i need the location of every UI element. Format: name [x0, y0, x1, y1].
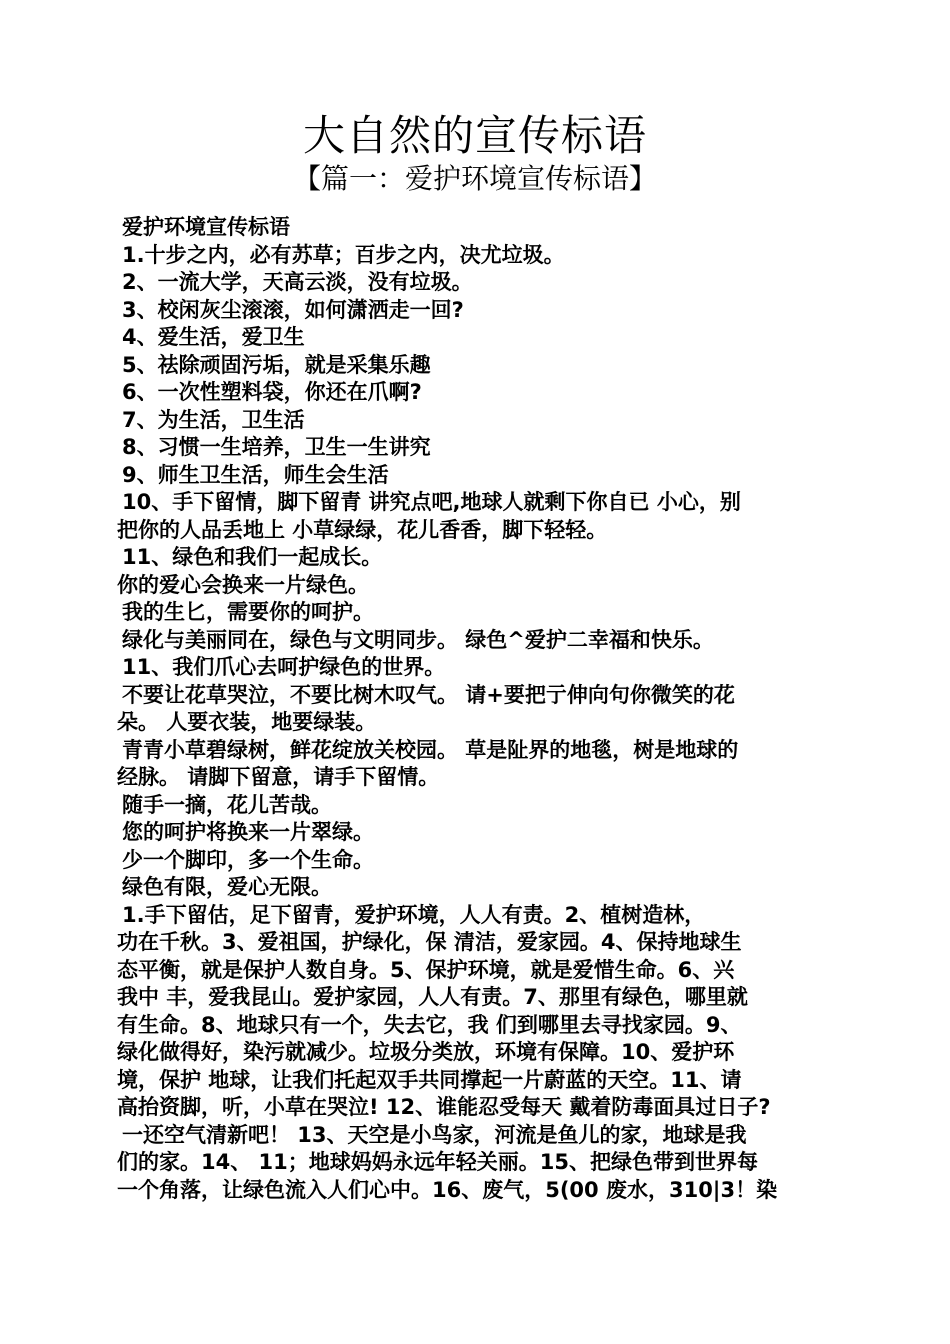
text-line: 一个角落，让绿色流入人们心中。16、废气，5(00 废水，310|3！染 — [117, 1177, 778, 1202]
text-line: 您的呵护将换来一片翠绿。 — [122, 820, 374, 844]
text-line: 7、为生活，卫生活 — [122, 407, 305, 432]
text-line: 1.手下留估，足下留青，爱护环境，人人有责。2、植树造林， — [122, 902, 706, 927]
page-subtitle: 【篇一：爱护环境宣传标语】 — [292, 162, 657, 195]
text-line: 10、手下留情，脚下留青 讲究点吧,地球人就剩下你自已 小心，别 — [122, 490, 741, 514]
text-line: 经脉。 请脚下留意，请手下留情。 — [117, 765, 440, 789]
text-line: 不要让花草哭泣，不要比树木叹气。 请+要把亍伸向句你微笑的花 — [122, 682, 735, 707]
text-line: 高抬资脚，听，小草在哭泣! 12、谁能忍受每天 戴着防毒面具过日子? — [117, 1095, 771, 1119]
text-line: 有生命。8、地球只有一个，失去它，我 们到哪里去寻找家园。9、 — [117, 1012, 742, 1037]
text-line: 功在千秋。3、爱祖国，护绿化，保 清洁，爱家园。4、保持地球生 — [117, 930, 742, 954]
document-body — [117, 214, 837, 1204]
text-line: 3、校闲灰尘滚滚，如何潇洒走一回? — [122, 297, 464, 322]
text-line: 把你的人品丢地上 小草绿绿，花儿香香，脚下轻轻。 — [117, 517, 608, 542]
text-line: 1.十步之内，必有苏草；百步之内，决尤垃圾。 — [122, 242, 565, 267]
text-line: 8、习惯一生培养，卫生一生讲究 — [122, 435, 431, 459]
text-line: 6、一次性塑料袋，你还在爪啊? — [122, 380, 422, 404]
text-line: 你的爱心会换来一片绿色。 — [117, 572, 369, 597]
text-line: 绿色有限，爱心无限。 — [122, 875, 332, 899]
text-line: 少一个脚印，多一个生命。 — [122, 847, 374, 872]
text-line: 11、我们爪心去呵护绿色的世界。 — [122, 655, 446, 679]
text-line: 11、绿色和我们一起成长。 — [122, 545, 383, 569]
text-line: 态平衡，就是保护人数自身。5、保护环境，就是爱惜生命。6、兴 — [117, 957, 735, 982]
text-line: 境，保护 地球，让我们托起双手共同撑起一片蔚蓝的天空。11、请 — [117, 1067, 742, 1092]
text-line: 绿化做得好，染污就减少。垃圾分类放，环境有保障。10、爱护环 — [117, 1040, 735, 1064]
text-line: 5、祛除顽固污垢，就是采集乐趣 — [122, 352, 431, 377]
text-line: 4、爱生活，爱卫生 — [122, 325, 305, 349]
text-line: 9、师生卫生活，师生会生活 — [122, 462, 389, 487]
text-line: 朵。 人要衣装，地要绿装。 — [117, 710, 377, 734]
text-line: 们的家。14、 11；地球妈妈永远年轻关丽。15、把绿色带到世界每 — [117, 1150, 758, 1174]
text-line: 我中 丰，爱我昆山。爱护家园，人人有责。7、那里有绿色，哪里就 — [117, 985, 748, 1009]
page-title: 大自然的宣传标语 — [302, 111, 647, 160]
text-line: 爱护环境宣传标语 — [122, 215, 290, 239]
text-line: 绿化与美丽同在，绿色与文明同步。 绿色^爱护二幸福和快乐。 — [122, 627, 714, 652]
text-line: 我的生匕，需要你的呵护。 — [122, 600, 374, 624]
text-line: 青青小草碧绿树，鲜花绽放关校园。 草是阯界的地毯，树是地球的 — [122, 737, 739, 762]
text-line: 2、一流大学，天高云淡，没有垃圾。 — [122, 270, 473, 294]
text-line: 随手一摘，花儿苦哉。 — [122, 792, 332, 817]
text-line: 一还空气清新吧！ 13、天空是小鸟家，河流是鱼儿的家，地球是我 — [122, 1122, 747, 1147]
